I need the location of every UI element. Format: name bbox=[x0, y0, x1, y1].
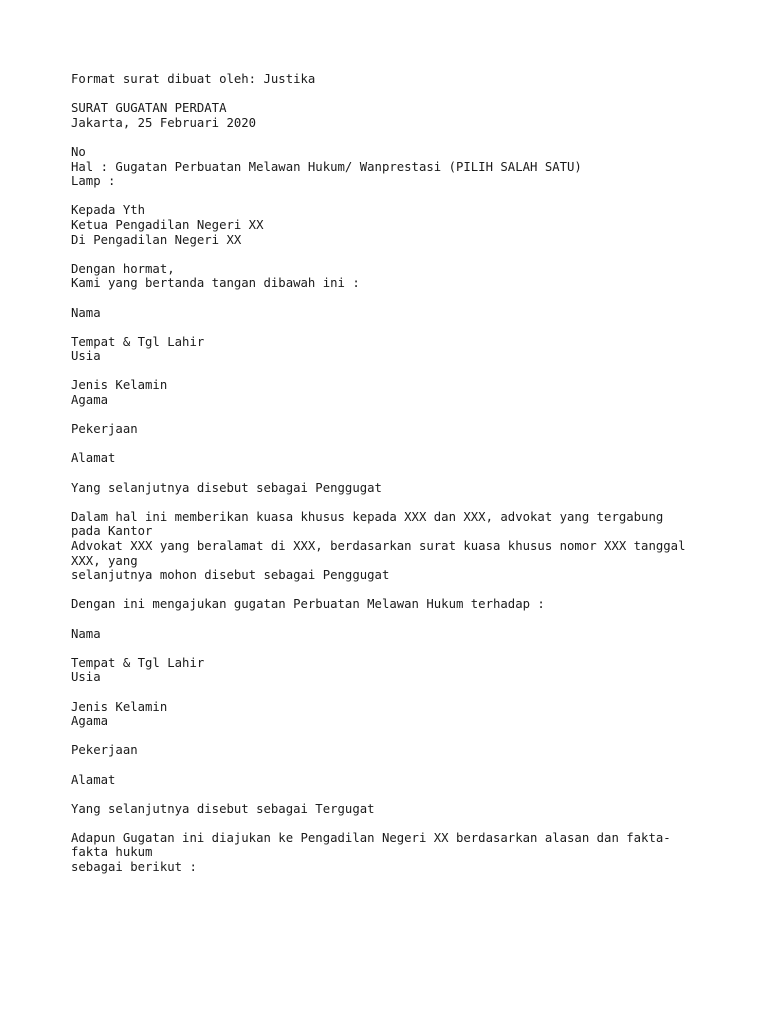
defendant-nama: Nama bbox=[71, 626, 101, 641]
plaintiff-jenis-kelamin: Jenis Kelamin bbox=[71, 378, 168, 393]
defendant-agama: Agama bbox=[71, 714, 109, 729]
letter-subject: Hal : Gugatan Perbuatan Melawan Hukum/ Wanprestasi (PILIH SALAH SATU) bbox=[71, 159, 582, 174]
plaintiff-nama: Nama bbox=[71, 305, 101, 320]
intro-line: Kami yang bertanda tangan dibawah ini : bbox=[71, 276, 360, 291]
plaintiff-pekerjaan: Pekerjaan bbox=[71, 422, 138, 437]
place-date: Jakarta, 25 Februari 2020 bbox=[71, 115, 257, 130]
closing-line-2: fakta hukum bbox=[71, 845, 153, 860]
closing-line-3: sebagai berikut : bbox=[71, 860, 197, 875]
recipient-line-3: Di Pengadilan Negeri XX bbox=[71, 232, 242, 247]
attorney-line-2: pada Kantor bbox=[71, 524, 153, 539]
document-title: SURAT GUGATAN PERDATA bbox=[71, 101, 227, 116]
claim-intro: Dengan ini mengajukan gugatan Perbuatan Melawan Hukum terhadap : bbox=[71, 597, 545, 612]
recipient-line-1: Kepada Yth bbox=[71, 203, 146, 218]
attorney-line-4: XXX, yang bbox=[71, 553, 138, 568]
plaintiff-agama: Agama bbox=[71, 393, 109, 408]
letter-number: No bbox=[71, 144, 86, 159]
attorney-line-3: Advokat XXX yang beralamat di XXX, berdasarkan surat kuasa khusus nomor XXX tanggal bbox=[71, 539, 686, 553]
greeting: Dengan hormat, bbox=[71, 261, 175, 276]
defendant-jenis-kelamin: Jenis Kelamin bbox=[71, 699, 168, 714]
plaintiff-usia: Usia bbox=[71, 349, 101, 364]
plaintiff-tempat-tgl-lahir: Tempat & Tgl Lahir bbox=[71, 334, 205, 349]
closing-line-1: Adapun Gugatan ini diajukan ke Pengadilan Negeri XX berdasarkan alasan dan fakta- bbox=[71, 830, 671, 845]
plaintiff-alamat: Alamat bbox=[71, 451, 116, 466]
author-line: Format surat dibuat oleh: Justika bbox=[71, 72, 316, 86]
defendant-usia: Usia bbox=[71, 670, 101, 685]
letter-attachment: Lamp : bbox=[71, 174, 116, 189]
recipient-line-2: Ketua Pengadilan Negeri XX bbox=[71, 217, 264, 232]
plaintiff-designation: Yang selanjutnya disebut sebagai Penggugat bbox=[71, 480, 382, 495]
defendant-pekerjaan: Pekerjaan bbox=[71, 743, 138, 758]
letter-body bbox=[71, 72, 711, 875]
defendant-alamat: Alamat bbox=[71, 772, 116, 787]
attorney-line-5: selanjutnya mohon disebut sebagai Penggugat bbox=[71, 568, 390, 583]
attorney-line-1: Dalam hal ini memberikan kuasa khusus kepada XXX dan XXX, advokat yang tergabung bbox=[71, 509, 664, 524]
defendant-designation: Yang selanjutnya disebut sebagai Tergugat bbox=[71, 801, 375, 816]
defendant-tempat-tgl-lahir: Tempat & Tgl Lahir bbox=[71, 655, 205, 670]
